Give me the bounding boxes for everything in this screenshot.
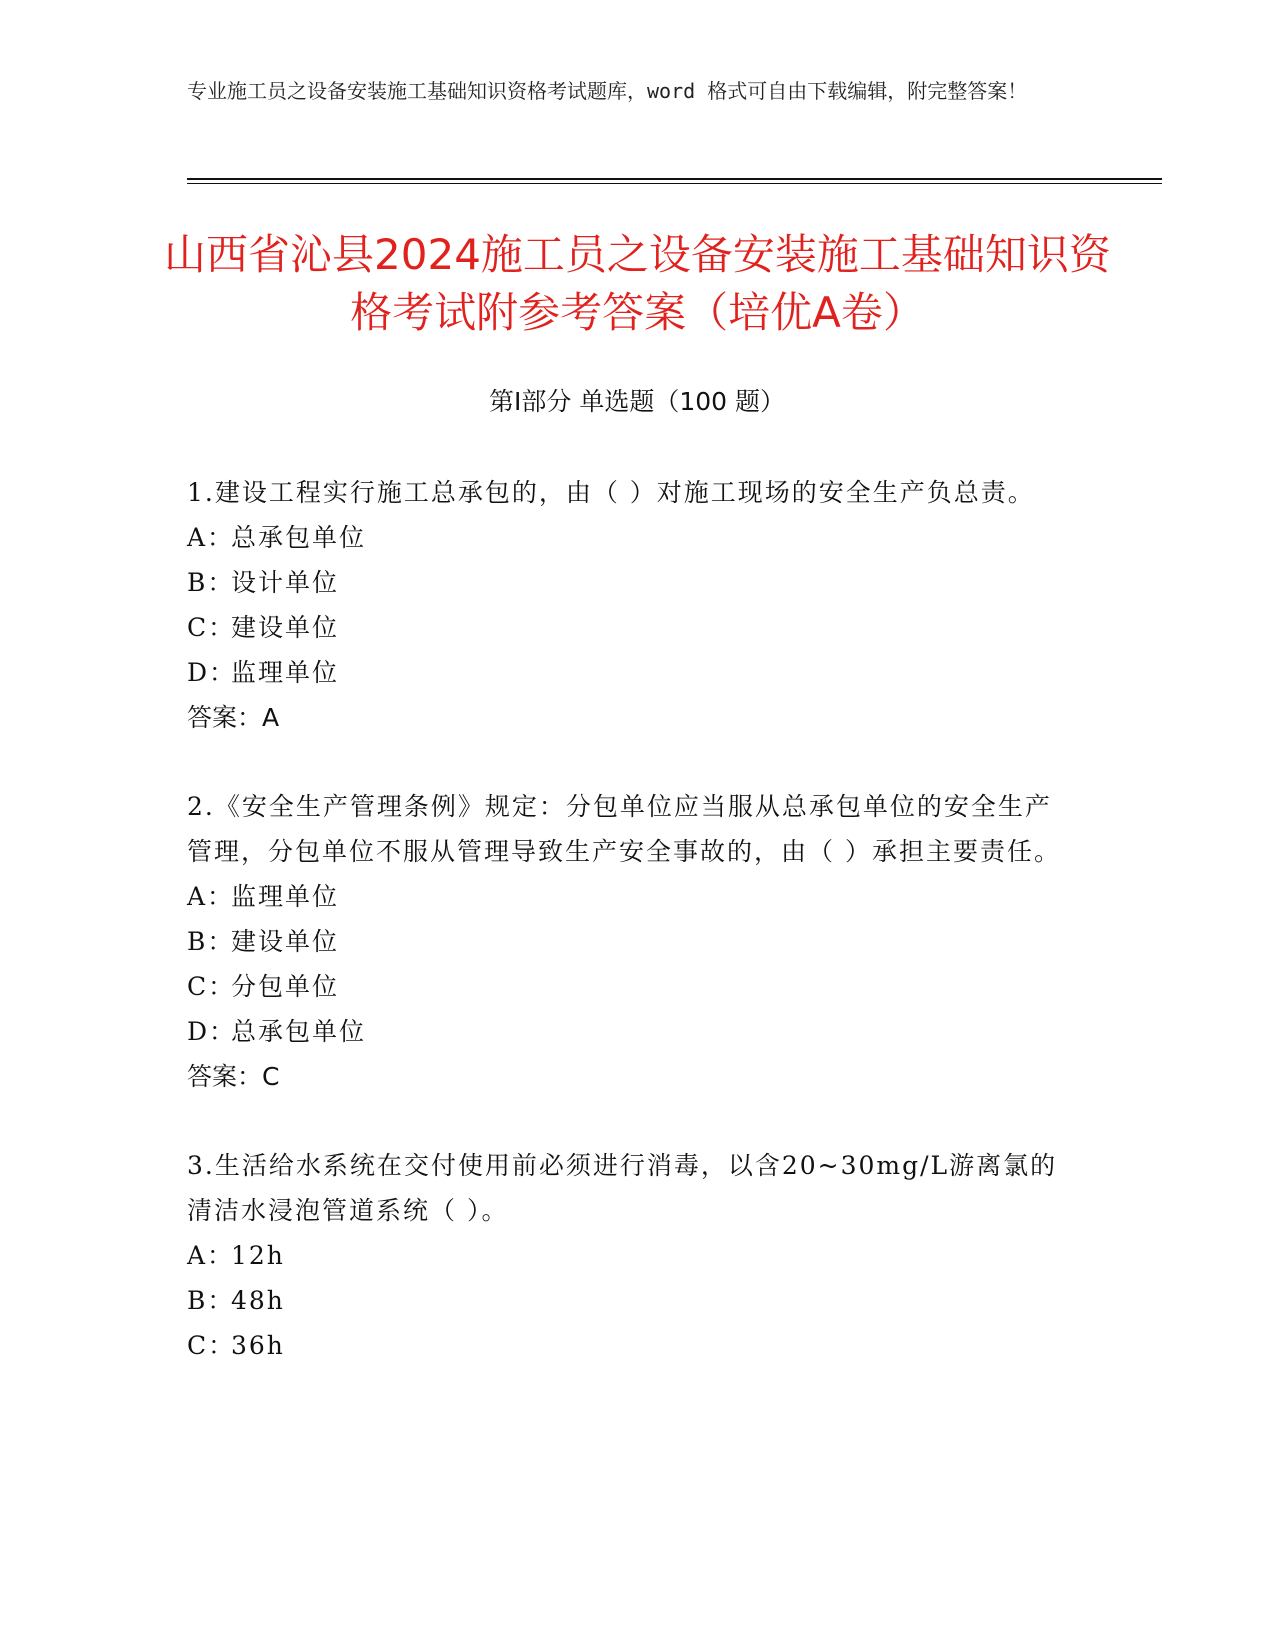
option-key: A： <box>187 1241 235 1270</box>
header-note: 专业施工员之设备安装施工基础知识资格考试题库，word 格式可自由下载编辑，附完整答案！ <box>187 79 1028 103</box>
option-key: C： <box>187 613 236 642</box>
option-text: 监理单位 <box>231 882 340 911</box>
option-b <box>187 560 1077 605</box>
question-stem: 3.生活给水系统在交付使用前必须进行消毒，以含20~30mg/L游离氯的清洁水浸泡管道系统（ ）。 <box>187 1151 1058 1225</box>
option-key: C： <box>187 972 236 1001</box>
option-key: C： <box>187 1331 236 1360</box>
option-text: 监理单位 <box>231 658 340 687</box>
question-list <box>187 470 1077 1412</box>
option-key: D： <box>187 1017 237 1046</box>
document-title: 山西省沁县2024施工员之设备安装施工基础知识资格考试附参考答案（培优A卷） <box>164 230 1111 337</box>
option-text: 48h <box>231 1286 285 1315</box>
option-text: 12h <box>231 1241 285 1270</box>
answer-line: 答案：A <box>187 703 280 732</box>
option-a <box>187 1233 1077 1278</box>
question-2 <box>187 784 1077 1099</box>
option-c <box>187 1323 1077 1368</box>
option-text: 设计单位 <box>231 568 340 597</box>
option-text: 总承包单位 <box>231 523 367 552</box>
header-divider-thick <box>187 178 1162 180</box>
option-text: 36h <box>231 1331 285 1360</box>
option-a <box>187 874 1077 919</box>
option-key: A： <box>187 882 235 911</box>
section-title: 第Ⅰ部分 单选题（100 题） <box>489 387 785 416</box>
option-key: B： <box>187 1286 235 1315</box>
option-d <box>187 650 1077 695</box>
option-d <box>187 1009 1077 1054</box>
option-text: 建设单位 <box>231 613 340 642</box>
question-1 <box>187 470 1077 740</box>
option-key: D： <box>187 658 237 687</box>
option-b <box>187 1278 1077 1323</box>
option-key: B： <box>187 568 235 597</box>
option-text: 分包单位 <box>231 972 340 1001</box>
question-stem: 1.建设工程实行施工总承包的，由（ ）对施工现场的安全生产负总责。 <box>187 478 1035 507</box>
option-text: 建设单位 <box>231 927 340 956</box>
option-c <box>187 964 1077 1009</box>
option-a <box>187 515 1077 560</box>
option-c <box>187 605 1077 650</box>
option-text: 总承包单位 <box>231 1017 367 1046</box>
option-key: B： <box>187 927 235 956</box>
question-stem: 2.《安全生产管理条例》规定：分包单位应当服从总承包单位的安全生产管理，分包单位不服从管理导致生产安全事故的，由（ ）承担主要责任。 <box>187 792 1061 866</box>
option-key: A： <box>187 523 235 552</box>
option-b <box>187 919 1077 964</box>
header-divider-thin <box>187 183 1162 184</box>
question-3 <box>187 1143 1077 1368</box>
answer-line: 答案：C <box>187 1062 280 1091</box>
